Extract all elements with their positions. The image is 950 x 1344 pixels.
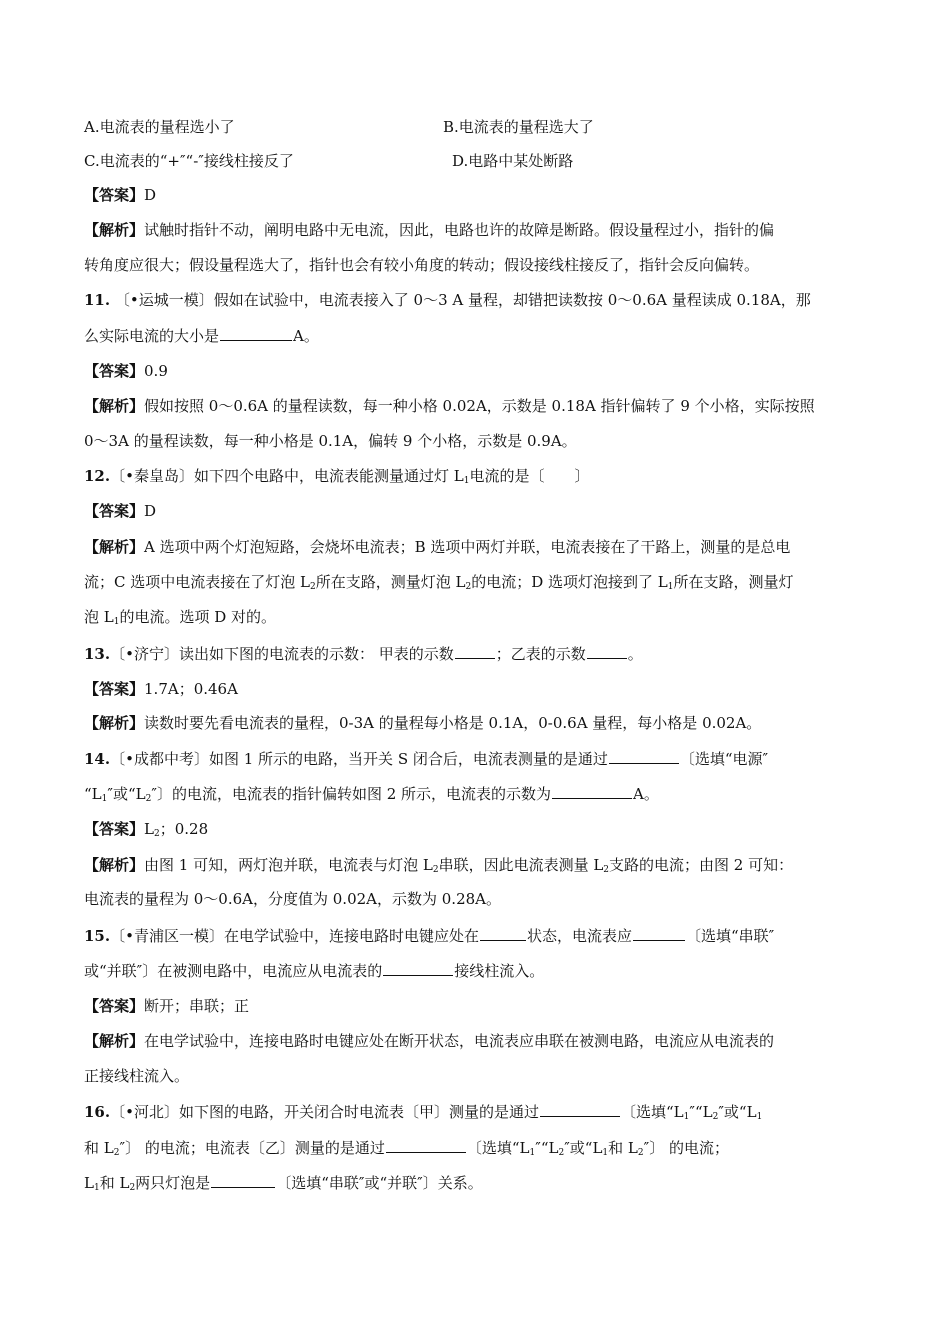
- q16-question-line-1: 16.〔•河北〕如下图的电路，开关闭合时电流表〔甲〕测量的是通过 〔选填“$L_1''“L_2''$或“$L_1$: [84, 1103, 763, 1122]
- answer-value: L: [144, 820, 154, 838]
- answer-label: 【答案】: [84, 186, 145, 204]
- q12-analysis-line-2: 流；C 选项中电流表接在了灯泡 $L_2$所在支路，测量灯泡 $L_2$的电流；D 选项灯泡接到了 $L_1$所在支路，测量灯: [84, 573, 794, 592]
- analysis-label: 【解析】: [84, 1032, 145, 1050]
- answer-label: 【答案】: [84, 502, 145, 520]
- answer-value: 断开；串联；正: [144, 997, 250, 1015]
- question-source: 〔•成都中考〕: [110, 750, 209, 768]
- answer-label: 【答案】: [84, 820, 145, 838]
- answer-blank: [540, 1101, 620, 1117]
- answer-blank: [220, 325, 292, 341]
- analysis-label: 【解析】: [84, 397, 145, 415]
- question-source: 〔•青浦区一模〕: [110, 927, 224, 945]
- q14-question-line-2: “$L_1''$或“$L_2''$〕的电流，电流表的指针偏转如图 2 所示，电流表的示数为 A。: [84, 785, 659, 804]
- q10-analysis-line-1: 【解析】试触时指针不动，阐明电路中无电流，因此，电路也许的故障是断路。假设量程过小，指针的偏: [84, 221, 775, 239]
- q15-analysis-line-1: 【解析】在电学试验中，连接电路时电键应处在断开状态，电流表应串联在被测电路，电流应从电流表的: [84, 1032, 775, 1050]
- answer-blank: [383, 960, 453, 976]
- question-number: 16.: [84, 1103, 111, 1121]
- answer-blank: [386, 1137, 466, 1153]
- answer-blank: [609, 748, 679, 764]
- question-number: 13.: [84, 645, 111, 663]
- q14-analysis-line-1: 【解析】由图 1 可知，两灯泡并联，电流表与灯泡 $L_2$串联，因此电流表测量 $L_2$支路的电流；由图 2 可知：: [84, 856, 794, 875]
- q13-question: 13.〔•济宁〕读出如下图的电流表的示数： 甲表的示数 ；乙表的示数 。: [84, 645, 643, 663]
- q15-question-line-1: 15.〔•青浦区一模〕在电学试验中，连接电路时电键应处在 状态，电流表应 〔选填“串联″: [84, 927, 775, 945]
- q15-analysis-line-2: 正接线柱流入。: [84, 1067, 190, 1085]
- q11-question-line-2: 么实际电流的大小是 A。: [84, 327, 319, 345]
- question-number: 11.: [84, 291, 111, 309]
- q10-answer: [84, 185, 156, 205]
- answer-label: 【答案】: [84, 362, 145, 380]
- q10-option-a: A.电流表的量程选小了: [84, 118, 235, 136]
- q10-option-d: D.电路中某处断路: [452, 152, 574, 170]
- answer-blank: [587, 643, 627, 659]
- q11-analysis-line-1: 【解析】假如按照 0～0.6A 的量程读数，每一种小格 0.02A，示数是 0.18A 指针偏转了 9 个小格，实际按照: [84, 397, 815, 415]
- answer-value: D: [144, 502, 157, 520]
- q15-answer: [84, 996, 249, 1016]
- q15-question-line-2: 或“并联″〕在被测电路中，电流应从电流表的 接线柱流入。: [84, 962, 545, 980]
- answer-value: 1.7A；0.46A: [144, 680, 238, 698]
- q14-answer: 【答案】$L_2$；0.28: [84, 820, 209, 839]
- q11-answer: [84, 361, 168, 381]
- q14-question-line-1: 14.〔•成都中考〕如图 1 所示的电路，当开关 S 闭合后，电流表测量的是通过 〔选填“电源″: [84, 750, 769, 768]
- answer-blank: [552, 783, 632, 799]
- question-source: 〔•济宁〕: [110, 645, 179, 663]
- question-source: 〔•河北〕: [110, 1103, 179, 1121]
- answer-blank: [455, 643, 495, 659]
- answer-blank: [211, 1172, 275, 1188]
- q10-option-b: B.电流表的量程选大了: [443, 118, 594, 136]
- analysis-label: 【解析】: [84, 856, 145, 874]
- q10-option-c: C.电流表的“+″“-″接线柱接反了: [84, 152, 294, 170]
- question-number: 15.: [84, 927, 111, 945]
- question-source: 〔•运城一模〕: [114, 291, 214, 309]
- answer-value: 0.9: [144, 362, 168, 380]
- q12-analysis-line-3: 泡 $L_1$的电流。选项 D 对的。: [84, 608, 277, 627]
- q10-analysis-line-2: 转角度应很大；假设量程选大了，指针也会有较小角度的转动；假设接线柱接反了，指针会反向偏转。: [84, 256, 760, 274]
- q12-answer: [84, 501, 156, 521]
- question-number: 12.: [84, 467, 111, 485]
- analysis-label: 【解析】: [84, 538, 145, 556]
- answer-label: 【答案】: [84, 997, 145, 1015]
- q13-analysis: 【解析】读数时要先看电流表的量程，0-3A 的量程每小格是 0.1A，0-0.6A 量程，每小格是 0.02A。: [84, 714, 762, 732]
- analysis-label: 【解析】: [84, 221, 145, 239]
- answer-blank: [633, 925, 685, 941]
- q14-analysis-line-2: 电流表的量程为 0～0.6A，分度值为 0.02A，示数为 0.28A。: [84, 890, 501, 908]
- q16-question-line-3: $L_1$和 $L_2$两只灯泡是 〔选填“串联″或“并联″〕关系。: [84, 1174, 483, 1193]
- q16-question-line-2: 和 $L_2''$〕 的电流；电流表〔乙〕测量的是通过 〔选填“$L_1''“L_2''$或“$L_1$和 $L_2''$〕 的电流；: [84, 1139, 729, 1158]
- q11-question-line-1: 11. 〔•运城一模〕假如在试验中，电流表接入了 0～3 A 量程，却错把读数按 0～0.6A 量程读成 0.18A，那: [84, 291, 811, 309]
- question-source: 〔•秦皇岛〕: [110, 467, 194, 485]
- answer-value: D: [144, 186, 157, 204]
- q12-question: 12.〔•秦皇岛〕如下四个电路中，电流表能测量通过灯 $L_1$电流的是〔 〕: [84, 467, 590, 486]
- answer-label: 【答案】: [84, 680, 145, 698]
- answer-blank: [480, 925, 526, 941]
- q11-analysis-line-2: 0～3A 的量程读数，每一种小格是 0.1A，偏转 9 个小格，示数是 0.9A。: [84, 432, 577, 450]
- analysis-label: 【解析】: [84, 714, 145, 732]
- q12-analysis-line-1: 【解析】A 选项中两个灯泡短路，会烧坏电流表；B 选项中两灯并联，电流表接在了干路上，测量的是总电: [84, 538, 791, 556]
- q13-answer: [84, 679, 238, 699]
- question-number: 14.: [84, 750, 111, 768]
